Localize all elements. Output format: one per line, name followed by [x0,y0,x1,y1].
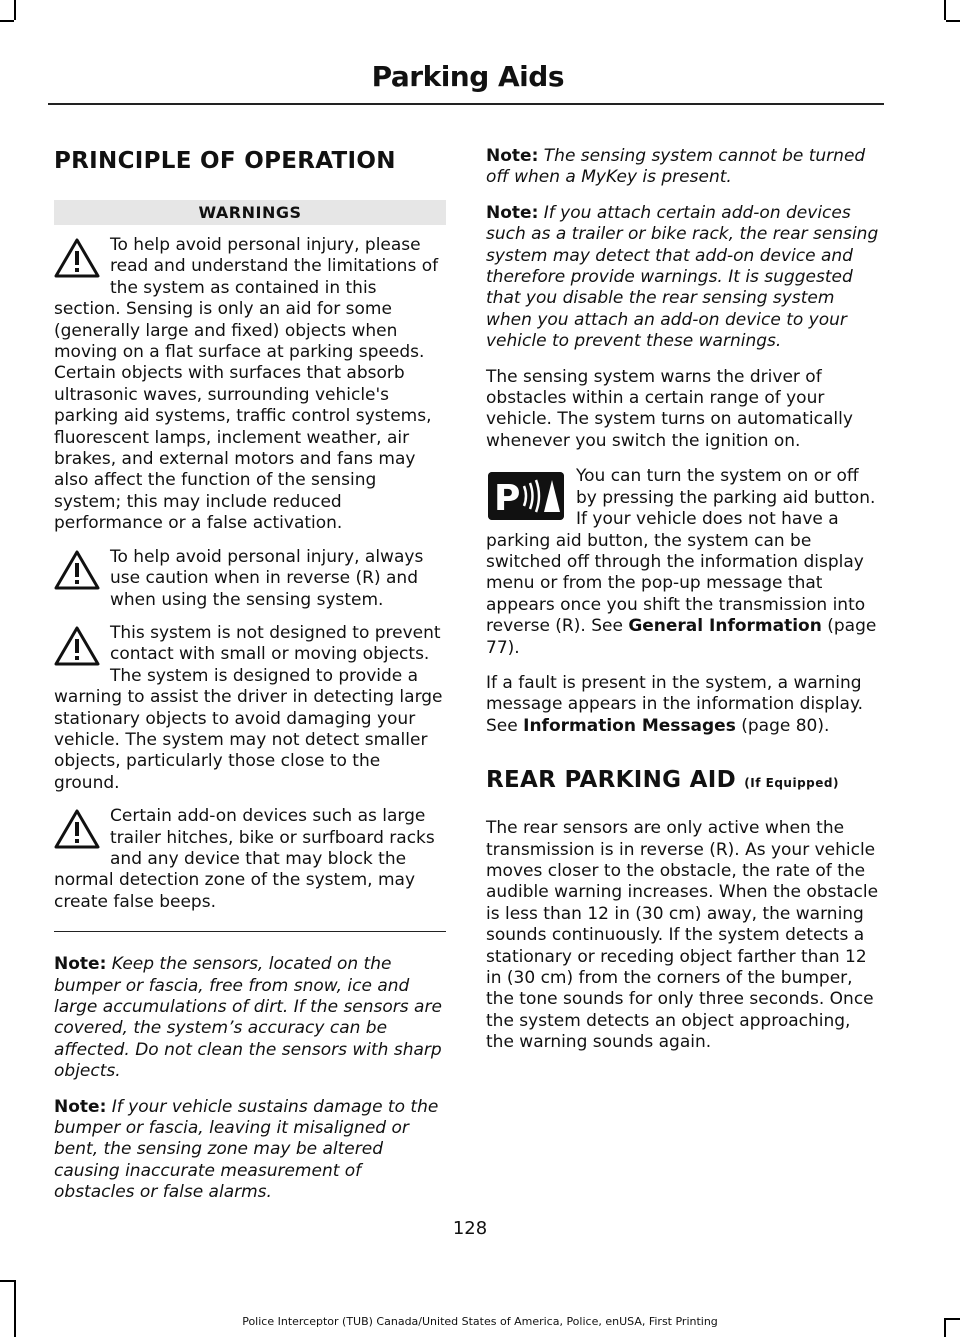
crop-mark [0,20,14,22]
warning-triangle-icon [54,625,100,667]
cross-reference-link[interactable]: General Information [628,616,822,637]
page-reference: (page 77). [486,616,877,658]
note [486,203,880,353]
note [54,954,446,1082]
note-label: Note: [486,146,539,166]
footer: Police Interceptor (TUB) Canada/United States of America, Police, enUSA, First Printing [242,1315,718,1328]
right-column [486,146,880,1068]
note-text: If your vehicle sustains damage to the bumper or fascia, leaving it misaligned or bent, the sensing zone may be altered causing inaccurate measurement of obstacles or false alarms. [54,1096,439,1203]
left-column [54,146,446,1218]
page-number: 128 [452,1218,488,1239]
page-header [48,60,884,105]
warning-triangle-icon [54,549,100,591]
note-text: If you attach certain add-on devices such as a trailer or bike rack, the rear sensing system may detect that add-on device and therefore provide warnings. It is suggested that you disable the rear sensing system when you attach an add-on device to your vehicle to prevent these warnings. [486,202,879,352]
paragraph-text: If a fault is present in the system, a warning message appears in the information display. See [486,672,863,736]
paragraph-text: You can turn the system on or off by pressing the parking aid button. If your vehicle does not have a parking aid button, the system can be switched off through the information display menu or from the pop-up message that appears once you shift the transmission into reverse (R). See [486,466,876,637]
divider [54,931,446,932]
note-text: Keep the sensors, located on the bumper or fascia, free from snow, ice and large accumulations of dirt. If the sensors are covered, the system’s accuracy can be affected. Do not clean the sensors with sharp objects. [54,954,442,1082]
warning-text: To help avoid personal injury, please read and understand the limitations of the system as contained in this section. Sensing is only an aid for some (generally large and fixed) objects when moving on a flat surface at parking speeds. Certain objects with surfaces that absorb ultrasonic waves, surrounding vehicle's parking aid systems, traffic control systems, fluorescent lamps, inclement weather, air brakes, and external motors and fans may also affect the function of the sensing system; this may include reduced performance or a false activation. [54,235,439,534]
crop-mark [14,0,16,20]
warning-text: To help avoid personal injury, always use caution when in reverse (R) and when using the sensing system. [110,546,424,610]
warning-item [54,623,446,794]
note-text: The sensing system cannot be turned off when a MyKey is present. [486,146,866,188]
cross-reference-link[interactable]: Information Messages [523,715,736,736]
page-title: Parking Aids [371,60,564,93]
crop-mark [0,1280,14,1282]
page-reference: (page 80). [735,715,830,736]
crop-mark [944,0,946,20]
parking-aid-button-icon [488,472,564,520]
paragraph: The sensing system warns the driver of obstacles within a certain range of your vehicle. The system turns on automatically whenever you switch the ignition on. [486,366,853,451]
note [54,1097,446,1204]
note-label: Note: [54,954,107,975]
warning-triangle-icon [54,808,100,850]
warning-item [54,235,446,535]
section-title [486,765,880,798]
warning-item [54,547,446,611]
warnings-header: WARNINGS [54,200,446,225]
note-label: Note: [486,202,539,223]
warning-item [54,806,446,913]
paragraph [486,673,880,737]
warning-text: Certain add-on devices such as large trailer hitches, bike or surfboard racks and any device that may block the normal detection zone of the system, may create false beeps. [54,806,435,912]
paragraph: The rear sensors are only active when the transmission is in reverse (R). As your vehicle moves closer to the obstacle, the rate of the audible warning increases. When the obstacle is less than 12 in (30 cm) away, the warning sounds continuously. If the system detects a stationary or receding object farther than 12 in (30 cm) from the corners of the bumper, the tone sounds for only three seconds. Once the system detects an object approaching, the warning sounds again. [486,818,879,1053]
crop-mark [946,20,960,22]
svg-text:P: P [494,478,521,520]
paragraph [486,466,880,659]
warning-text: This system is not designed to prevent contact with small or moving objects. The system is designed to provide a warning to assist the driver in detecting large stationary objects to avoid damaging your vehicle. The system may not detect smaller objects, particularly those close to the ground. [54,622,443,793]
section-title: PRINCIPLE OF OPERATION [54,148,396,174]
crop-mark [14,1280,16,1337]
warning-triangle-icon [54,237,100,279]
note-label: Note: [54,1096,107,1117]
section-title-text: REAR PARKING AID [486,767,736,794]
section-title-suffix: (If Equipped) [744,776,839,791]
note [486,146,880,189]
